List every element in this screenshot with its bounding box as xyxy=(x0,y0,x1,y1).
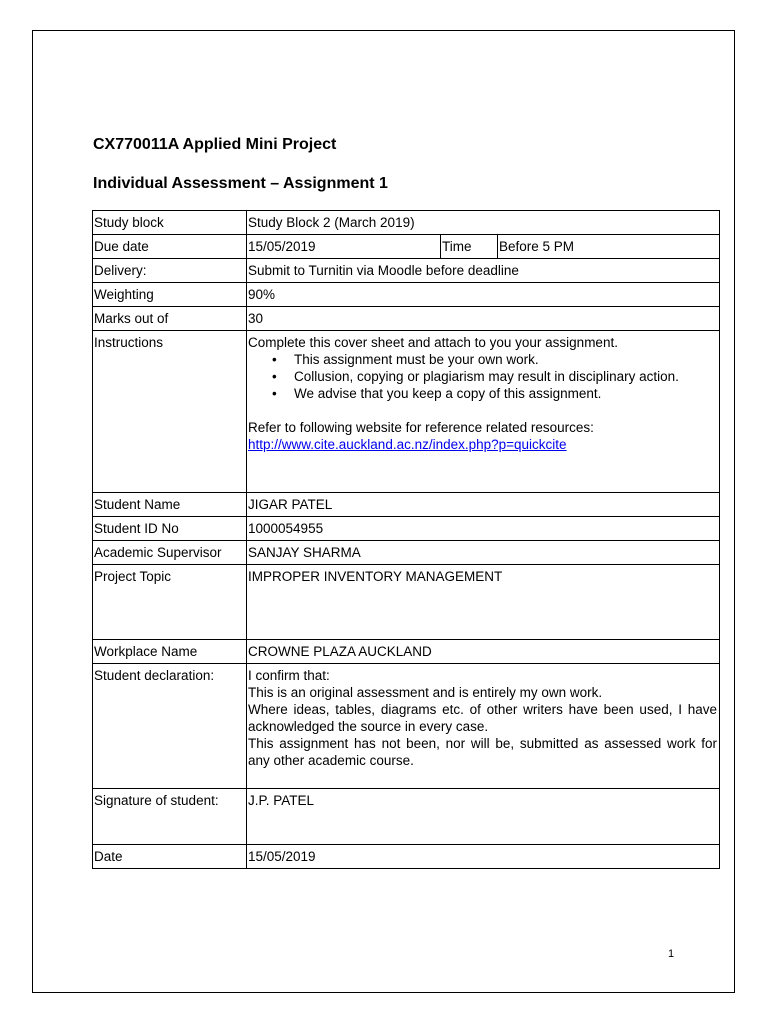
list-item: • This assignment must be your own work. xyxy=(294,351,717,368)
declaration-line: I confirm that: xyxy=(248,668,330,683)
table-row xyxy=(93,211,720,235)
table-row xyxy=(93,283,720,307)
list-item: • We advise that you keep a copy of this assignment. xyxy=(294,385,717,402)
supervisor-label: Academic Supervisor xyxy=(93,541,247,565)
signature-value: J.P. PATEL xyxy=(247,789,720,845)
declaration-line: Where ideas, tables, diagrams etc. of other writers have been used, I have acknowledged the source in every case. xyxy=(248,702,717,734)
time-label: Time xyxy=(441,235,498,259)
declaration-label: Student declaration: xyxy=(93,664,247,789)
assessment-title: Individual Assessment – Assignment 1 xyxy=(93,175,388,192)
table-row xyxy=(93,845,720,869)
table-row xyxy=(93,493,720,517)
study-block-value: Study Block 2 (March 2019) xyxy=(247,211,720,235)
supervisor-value: SANJAY SHARMA xyxy=(247,541,720,565)
table-row xyxy=(93,235,720,259)
course-title: CX770011A Applied Mini Project xyxy=(93,136,337,153)
instructions-value xyxy=(247,331,720,493)
study-block-label: Study block xyxy=(93,211,247,235)
delivery-value: Submit to Turnitin via Moodle before deadline xyxy=(247,259,720,283)
due-date-label: Due date xyxy=(93,235,247,259)
table-row xyxy=(93,565,720,640)
reference-text: Refer to following website for reference related resources: xyxy=(248,420,594,435)
instructions-intro: Complete this cover sheet and attach to you your assignment. xyxy=(248,335,618,350)
table-row xyxy=(93,259,720,283)
table-row xyxy=(93,789,720,845)
date-label: Date xyxy=(93,845,247,869)
table-row xyxy=(93,541,720,565)
page-number: 1 xyxy=(668,948,675,960)
project-topic-label: Project Topic xyxy=(93,565,247,640)
declaration-line: This assignment has not been, nor will be, submitted as assessed work for any other academic course. xyxy=(248,736,717,768)
table-row xyxy=(93,664,720,789)
table-row xyxy=(93,331,720,493)
signature-label: Signature of student: xyxy=(93,789,247,845)
marks-label: Marks out of xyxy=(93,307,247,331)
declaration-line: This is an original assessment and is entirely my own work. xyxy=(248,685,603,700)
instructions-label: Instructions xyxy=(93,331,247,493)
instructions-list xyxy=(248,351,717,402)
delivery-label: Delivery: xyxy=(93,259,247,283)
student-id-label: Student ID No xyxy=(93,517,247,541)
workplace-value: CROWNE PLAZA AUCKLAND xyxy=(247,640,720,664)
table-row xyxy=(93,307,720,331)
table-row xyxy=(93,517,720,541)
project-topic-value: IMPROPER INVENTORY MANAGEMENT xyxy=(247,565,720,640)
declaration-value xyxy=(247,664,720,789)
due-date-value: 15/05/2019 xyxy=(247,235,441,259)
student-id-value: 1000054955 xyxy=(247,517,720,541)
cover-sheet-table xyxy=(92,210,720,869)
reference-link[interactable]: http://www.cite.auckland.ac.nz/index.php?p=quickcite xyxy=(248,437,567,452)
time-value: Before 5 PM xyxy=(498,235,720,259)
workplace-label: Workplace Name xyxy=(93,640,247,664)
table-row xyxy=(93,640,720,664)
student-name-value: JIGAR PATEL xyxy=(247,493,720,517)
weighting-value: 90% xyxy=(247,283,720,307)
student-name-label: Student Name xyxy=(93,493,247,517)
weighting-label: Weighting xyxy=(93,283,247,307)
list-item: • Collusion, copying or plagiarism may result in disciplinary action. xyxy=(294,368,717,385)
date-value: 15/05/2019 xyxy=(247,845,720,869)
marks-value: 30 xyxy=(247,307,720,331)
